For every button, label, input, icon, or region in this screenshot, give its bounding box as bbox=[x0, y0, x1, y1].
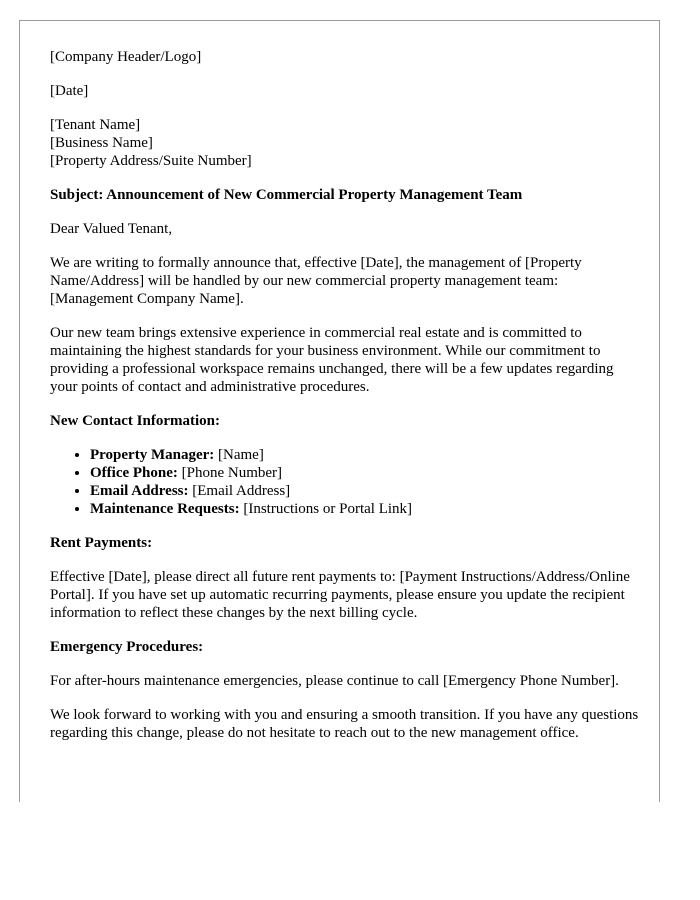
contact-item-property-manager bbox=[90, 446, 640, 464]
contact-heading: New Contact Information: bbox=[50, 413, 220, 429]
contact-value: [Name] bbox=[214, 447, 264, 463]
rent-paragraph: Effective [Date], please direct all future rent payments to: [Payment Instructions/Address/Online Portal]. If you have set up automatic recurring payments, please ensure you update the recipient information to reflect these changes by the next billing cycle. bbox=[50, 569, 630, 621]
contact-list bbox=[50, 446, 640, 518]
emergency-heading: Emergency Procedures: bbox=[50, 639, 204, 655]
emergency-paragraph: For after-hours maintenance emergencies, please continue to call [Emergency Phone Number]. bbox=[50, 673, 619, 689]
contact-label: Maintenance Requests: bbox=[90, 501, 240, 517]
recipient-block bbox=[50, 116, 640, 170]
rent-heading: Rent Payments: bbox=[50, 535, 153, 551]
contact-label: Email Address: bbox=[90, 483, 189, 499]
announcement-paragraph: We are writing to formally announce that, effective [Date], the management of [Property Name/Address] will be handled by our new commercial property management team: [Management Company Name]. bbox=[50, 255, 582, 307]
contact-label: Property Manager: bbox=[90, 447, 215, 463]
contact-value: [Instructions or Portal Link] bbox=[239, 501, 413, 517]
letter-content bbox=[50, 48, 640, 758]
contact-value: [Phone Number] bbox=[177, 465, 283, 481]
contact-item-office-phone bbox=[90, 464, 640, 482]
salutation: Dear Valued Tenant, bbox=[50, 221, 173, 237]
tenant-name: [Tenant Name] bbox=[50, 117, 141, 133]
contact-label: Office Phone: bbox=[90, 465, 178, 481]
team-paragraph: Our new team brings extensive experience in commercial real estate and is committed to maintaining the highest standards for your business environment. While our commitment to providing a professional workspace remains unchanged, there will be a few updates regarding your points of contact and administrative procedures. bbox=[50, 325, 614, 395]
property-address: [Property Address/Suite Number] bbox=[50, 153, 252, 169]
contact-item-email bbox=[90, 482, 640, 500]
letter-date: [Date] bbox=[50, 83, 89, 99]
letter-subject: Subject: Announcement of New Commercial Property Management Team bbox=[50, 187, 523, 203]
contact-item-maintenance bbox=[90, 500, 640, 518]
letter-page bbox=[19, 20, 660, 802]
business-name: [Business Name] bbox=[50, 135, 153, 151]
contact-value: [Email Address] bbox=[188, 483, 291, 499]
company-header: [Company Header/Logo] bbox=[50, 49, 202, 65]
closing-paragraph: We look forward to working with you and ensuring a smooth transition. If you have any questions regarding this change, please do not hesitate to reach out to the new management office. bbox=[50, 707, 639, 741]
